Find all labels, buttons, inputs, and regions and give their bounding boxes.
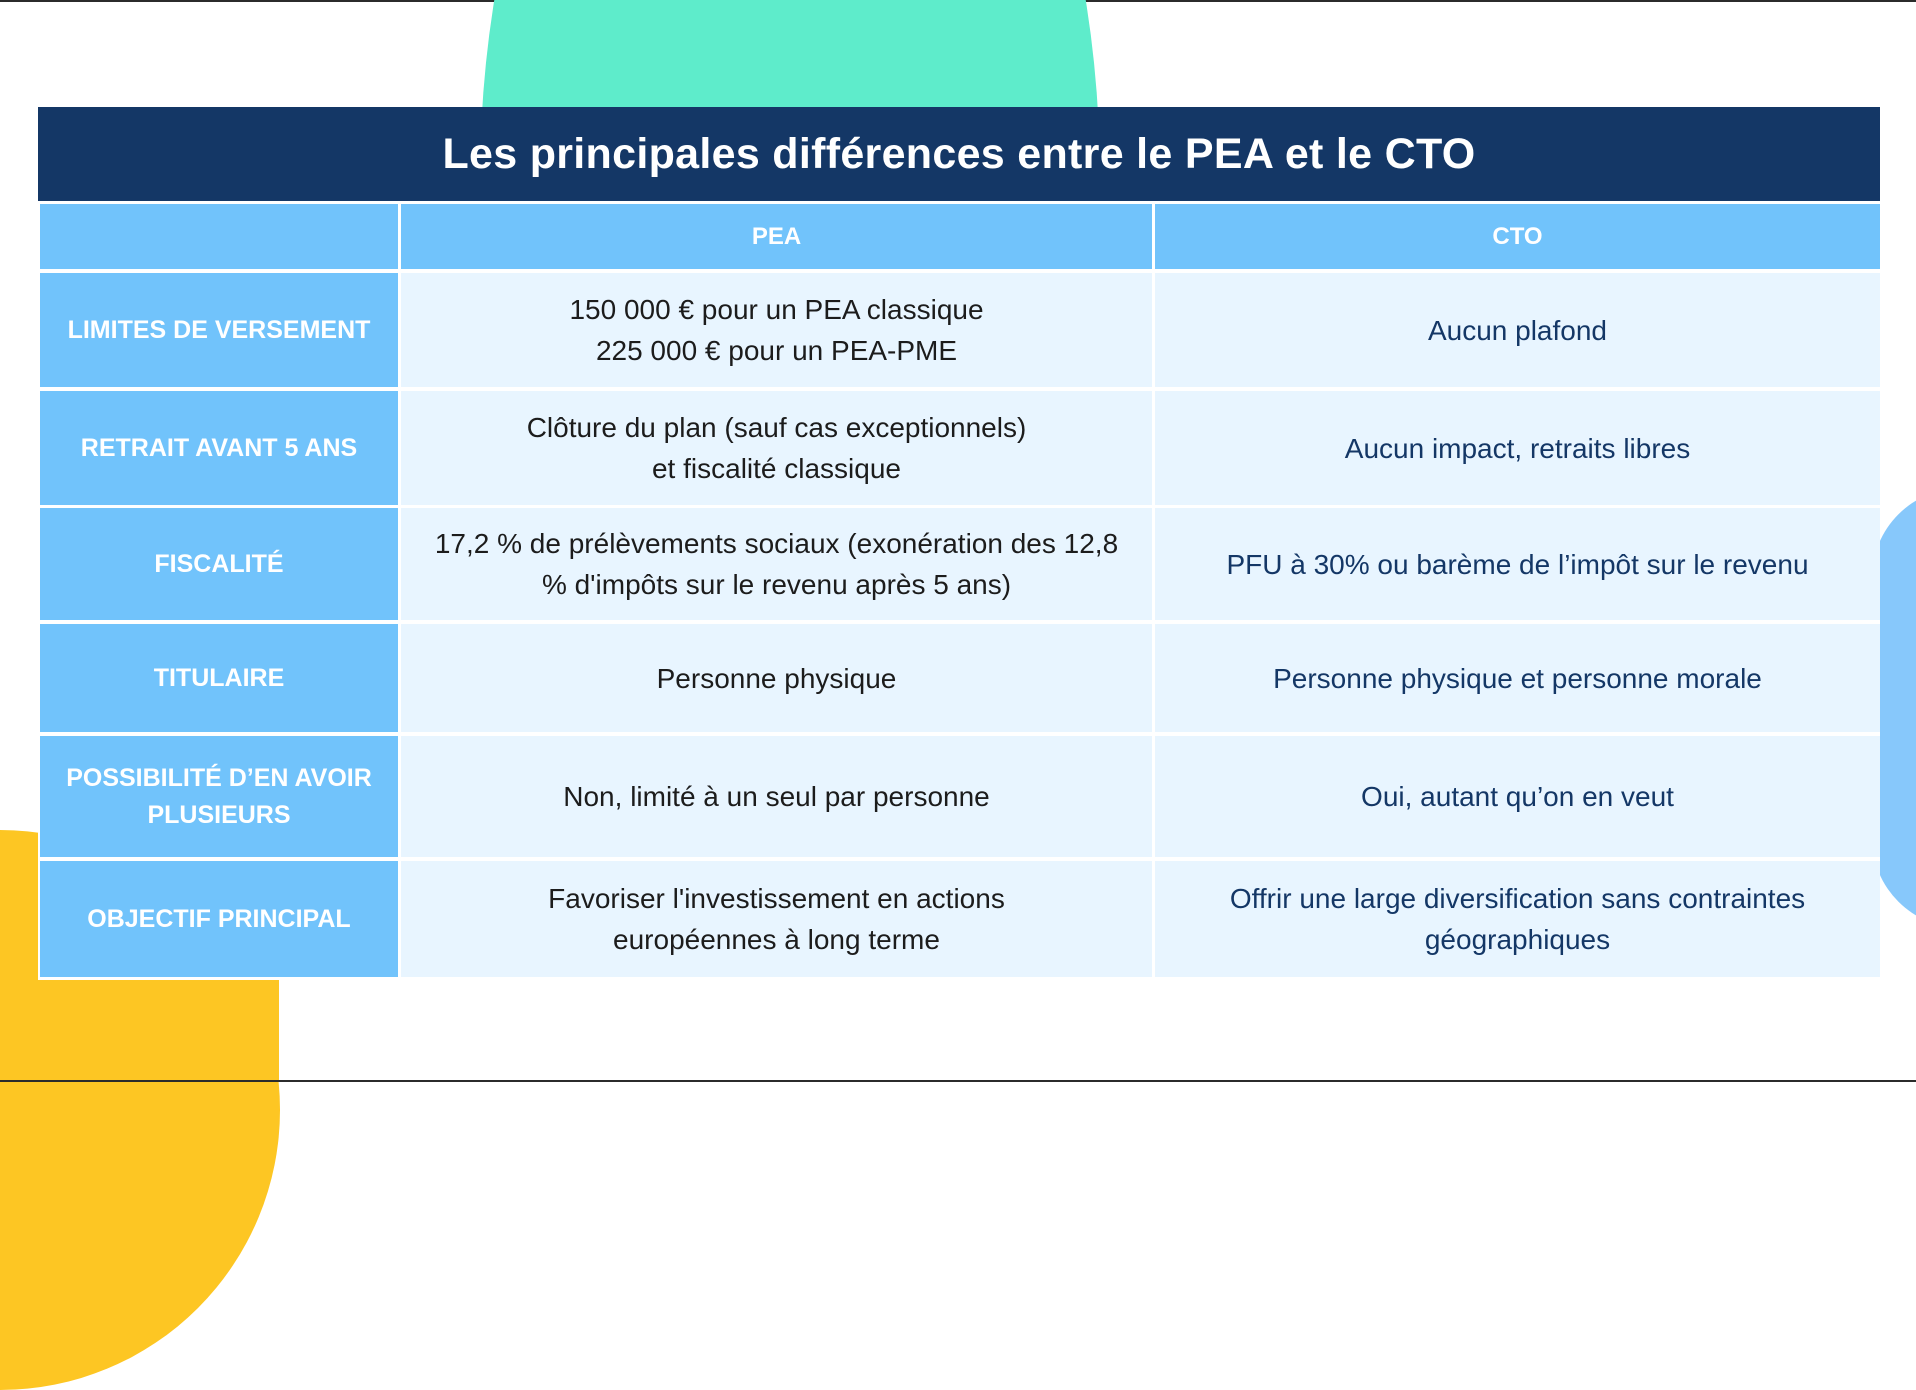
pea-objectif-line: européennes à long terme: [613, 924, 940, 955]
row-label-possibilite: POSSIBILITÉ D’EN AVOIR PLUSIEURS: [40, 736, 398, 857]
pea-limites: [401, 273, 1152, 387]
header-empty-cell: [40, 204, 398, 269]
row-label-titulaire: TITULAIRE: [40, 624, 398, 732]
row-label-objectif: OBJECTIF PRINCIPAL: [40, 861, 398, 977]
cto-retrait: Aucun impact, retraits libres: [1155, 391, 1880, 505]
pea-retrait-line: Clôture du plan (sauf cas exceptionnels): [526, 412, 1027, 443]
pea-objectif-line: Favoriser l'investissement en actions: [548, 883, 1005, 914]
cto-possibilite: Oui, autant qu’on en veut: [1155, 736, 1880, 857]
cto-objectif-line: géographiques: [1424, 924, 1611, 955]
row-label-fiscalite: FISCALITÉ: [40, 508, 398, 620]
cto-objectif-line: Offrir une large diversification sans contraintes: [1229, 883, 1806, 914]
pea-retrait-line: et fiscalité classique: [651, 453, 901, 484]
row-label-retrait: RETRAIT AVANT 5 ANS: [40, 391, 398, 505]
page-title: Les principales différences entre le PEA et le CTO: [442, 129, 1476, 178]
header-pea: PEA: [401, 204, 1152, 269]
pea-retrait: [401, 391, 1152, 505]
pea-objectif: [401, 861, 1152, 977]
pea-fiscalite: [401, 508, 1152, 620]
pea-titulaire: Personne physique: [401, 624, 1152, 732]
title-bar: [38, 107, 1880, 201]
cto-titulaire: Personne physique et personne morale: [1155, 624, 1880, 732]
row-label-limites: LIMITES DE VERSEMENT: [40, 273, 398, 387]
pea-fiscalite-line: 17,2 % de prélèvements sociaux (exonération des 12,8: [434, 528, 1119, 559]
cto-objectif: [1155, 861, 1880, 977]
cto-fiscalite: PFU à 30% ou barème de l’impôt sur le revenu: [1155, 508, 1880, 620]
yellow-decorative-block: [0, 980, 279, 1082]
cto-limites: Aucun plafond: [1155, 273, 1880, 387]
pea-limites-line: 225 000 € pour un PEA-PME: [595, 335, 958, 366]
header-cto: CTO: [1155, 204, 1880, 269]
pea-limites-line: 150 000 € pour un PEA classique: [569, 294, 984, 325]
pea-possibilite: Non, limité à un seul par personne: [401, 736, 1152, 857]
comparison-panel: [38, 107, 1880, 980]
pea-fiscalite-line: % d'impôts sur le revenu après 5 ans): [541, 569, 1012, 600]
